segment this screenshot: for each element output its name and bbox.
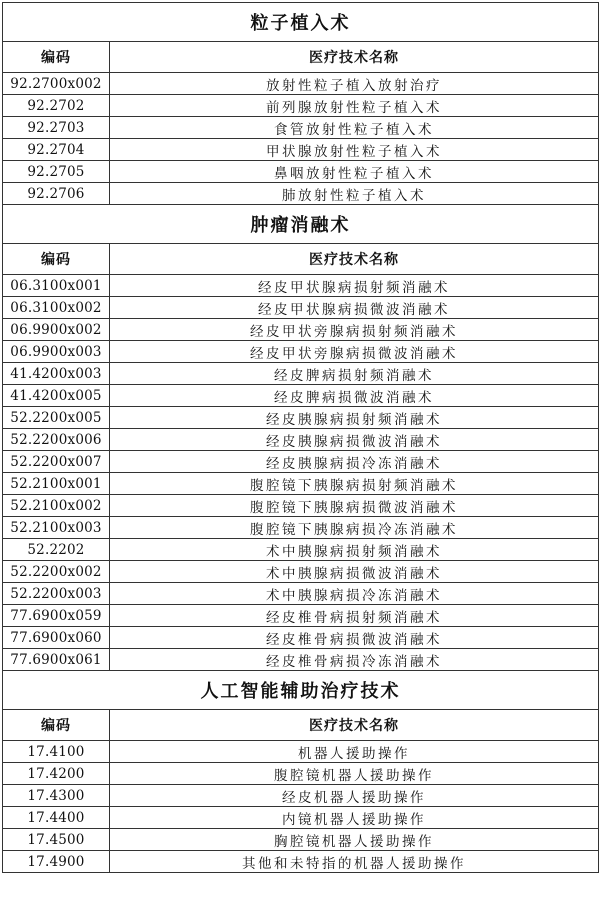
table-row [3,95,599,117]
table-row [3,763,599,785]
table-row [3,161,599,183]
procedure-name-cell: 经皮机器人援助操作 [110,785,599,807]
procedure-name-cell: 经皮椎骨病损射频消融术 [110,605,599,627]
procedure-code-cell: 06.9900x002 [3,319,110,341]
table-row [3,627,599,649]
procedure-code-cell: 52.2200x002 [3,561,110,583]
procedure-name-cell: 经皮椎骨病损冷冻消融术 [110,649,599,671]
procedure-code-cell: 92.2705 [3,161,110,183]
table-row [3,319,599,341]
table-row [3,539,599,561]
procedure-code-cell: 92.2706 [3,183,110,205]
procedure-name-cell: 经皮椎骨病损微波消融术 [110,627,599,649]
table-row [3,183,599,205]
section-title-row [3,3,599,42]
procedure-code-document [2,2,598,873]
procedure-name-cell: 内镜机器人援助操作 [110,807,599,829]
procedure-name-cell: 甲状腺放射性粒子植入术 [110,139,599,161]
procedure-code-cell: 06.3100x001 [3,275,110,297]
procedure-name-cell: 腹腔镜机器人援助操作 [110,763,599,785]
column-header-code: 编码 [3,42,110,73]
table-row [3,73,599,95]
procedure-name-cell: 腹腔镜下胰腺病损射频消融术 [110,473,599,495]
procedure-name-cell: 经皮脾病损微波消融术 [110,385,599,407]
procedure-name-cell: 前列腺放射性粒子植入术 [110,95,599,117]
table-row [3,649,599,671]
column-header-code: 编码 [3,244,110,275]
section-title-row [3,671,599,710]
procedure-code-cell: 92.2703 [3,117,110,139]
procedure-code-cell: 52.2200x005 [3,407,110,429]
table-row [3,429,599,451]
procedure-name-cell: 胸腔镜机器人援助操作 [110,829,599,851]
procedure-name-cell: 经皮胰腺病损微波消融术 [110,429,599,451]
procedure-code-cell: 52.2200x003 [3,583,110,605]
column-header-row [3,710,599,741]
procedure-code-cell: 52.2100x001 [3,473,110,495]
table-body [3,3,599,873]
section-title-row [3,205,599,244]
procedure-code-cell: 52.2200x006 [3,429,110,451]
table-row [3,451,599,473]
procedure-name-cell: 术中胰腺病损射频消融术 [110,539,599,561]
table-row [3,605,599,627]
table-row [3,275,599,297]
section-title: 人工智能辅助治疗技术 [3,671,599,710]
table-row [3,473,599,495]
procedure-code-cell: 06.9900x003 [3,341,110,363]
procedure-code-cell: 41.4200x003 [3,363,110,385]
procedure-name-cell: 鼻咽放射性粒子植入术 [110,161,599,183]
table-row [3,517,599,539]
procedure-name-cell: 术中胰腺病损冷冻消融术 [110,583,599,605]
procedure-name-cell: 放射性粒子植入放射治疗 [110,73,599,95]
procedure-code-cell: 17.4100 [3,741,110,763]
table-row [3,407,599,429]
table-row [3,851,599,873]
table-row [3,495,599,517]
procedure-code-cell: 17.4400 [3,807,110,829]
table-row [3,297,599,319]
procedure-code-cell: 52.2100x002 [3,495,110,517]
column-header-row [3,244,599,275]
procedure-code-cell: 17.4900 [3,851,110,873]
procedure-code-cell: 77.6900x061 [3,649,110,671]
table-row [3,741,599,763]
procedure-code-cell: 77.6900x059 [3,605,110,627]
procedure-name-cell: 经皮脾病损射频消融术 [110,363,599,385]
section-title: 肿瘤消融术 [3,205,599,244]
table-row [3,117,599,139]
procedure-name-cell: 腹腔镜下胰腺病损冷冻消融术 [110,517,599,539]
table-row [3,829,599,851]
procedure-code-cell: 52.2202 [3,539,110,561]
table-row [3,561,599,583]
procedure-name-cell: 经皮甲状旁腺病损射频消融术 [110,319,599,341]
procedure-code-cell: 41.4200x005 [3,385,110,407]
procedure-code-cell: 17.4300 [3,785,110,807]
procedure-name-cell: 经皮甲状腺病损射频消融术 [110,275,599,297]
procedure-code-cell: 52.2100x003 [3,517,110,539]
procedure-name-cell: 术中胰腺病损微波消融术 [110,561,599,583]
procedure-name-cell: 经皮甲状旁腺病损微波消融术 [110,341,599,363]
table-row [3,785,599,807]
table-row [3,341,599,363]
procedure-name-cell: 肺放射性粒子植入术 [110,183,599,205]
procedure-code-cell: 92.2704 [3,139,110,161]
table-row [3,583,599,605]
procedure-name-cell: 其他和未特指的机器人援助操作 [110,851,599,873]
procedure-name-cell: 机器人援助操作 [110,741,599,763]
procedure-name-cell: 经皮胰腺病损冷冻消融术 [110,451,599,473]
procedure-name-cell: 经皮胰腺病损射频消融术 [110,407,599,429]
column-header-name: 医疗技术名称 [110,42,599,73]
procedure-name-cell: 食管放射性粒子植入术 [110,117,599,139]
procedure-code-cell: 77.6900x060 [3,627,110,649]
column-header-name: 医疗技术名称 [110,244,599,275]
procedure-name-cell: 经皮甲状腺病损微波消融术 [110,297,599,319]
column-header-code: 编码 [3,710,110,741]
table-row [3,807,599,829]
table-row [3,139,599,161]
procedure-name-cell: 腹腔镜下胰腺病损微波消融术 [110,495,599,517]
table-row [3,385,599,407]
procedure-code-table [2,2,599,873]
procedure-code-cell: 92.2702 [3,95,110,117]
procedure-code-cell: 92.2700x002 [3,73,110,95]
procedure-code-cell: 52.2200x007 [3,451,110,473]
procedure-code-cell: 17.4200 [3,763,110,785]
procedure-code-cell: 06.3100x002 [3,297,110,319]
column-header-row [3,42,599,73]
procedure-code-cell: 17.4500 [3,829,110,851]
column-header-name: 医疗技术名称 [110,710,599,741]
section-title: 粒子植入术 [3,3,599,42]
table-row [3,363,599,385]
